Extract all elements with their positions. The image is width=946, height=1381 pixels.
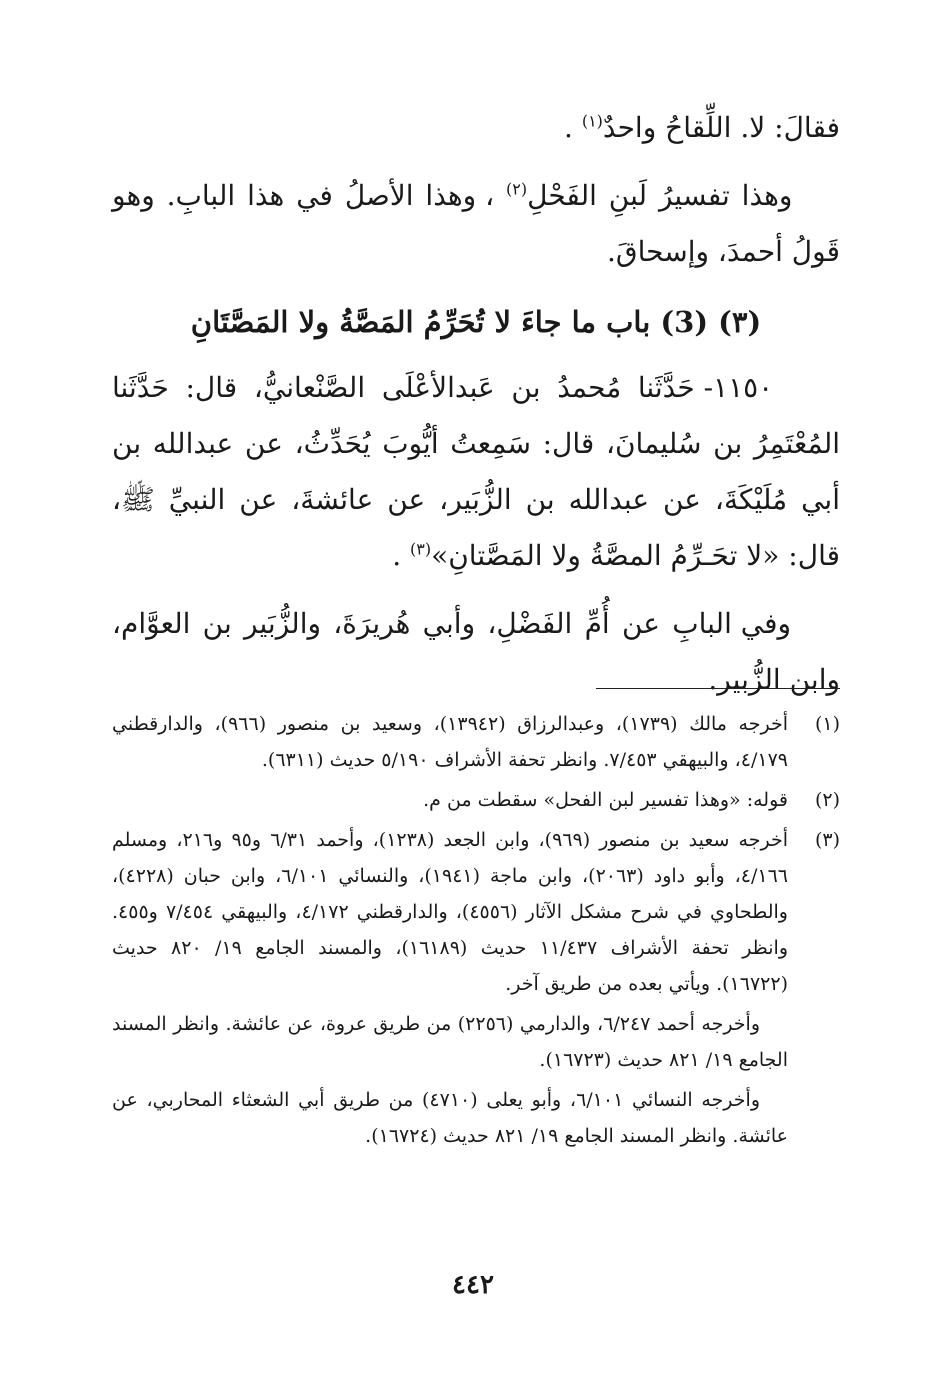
paragraph-4-text: وفي البابِ عن أُمِّ الفَضْلِ، وأبي هُريرَةَ، والزُّبَير بن العوَّام، وابن الزُّبير. — [112, 607, 840, 696]
hadith-end: . — [392, 539, 402, 572]
hadith-paragraph — [112, 360, 840, 584]
footnote-3 — [112, 822, 840, 1002]
paragraph-2 — [112, 168, 840, 280]
paragraph-2-part-b: ، وهذا الأصلُ في هذا البابِ. وهو قَولُ أحمدَ، وإسحاقَ. — [112, 179, 840, 268]
paragraph-2-part-a: وهذا تفسيرُ لَبنِ الفَحْلِ — [527, 179, 793, 212]
page-number: ٤٤٢ — [452, 1270, 494, 1300]
footnote-number: (٣) — [814, 829, 840, 851]
footnote-number: (٢) — [814, 789, 840, 811]
footnote-ref-2[interactable]: (٢) — [506, 179, 528, 199]
footnote-ref-1[interactable]: (١) — [581, 111, 603, 131]
footnote-3-continuation-1: وأخرجه أحمد ٦/٢٤٧، والدارمي (٢٢٥٦) من طريق عروة، عن عائشة. وانظر المسند الجامع ١٩/ ٨٢١ حديث (١٦٧٢٣). — [112, 1013, 788, 1071]
footnote-text: أخرجه مالك (١٧٣٩)، وعبدالرزاق (١٣٩٤٢)، وسعيد بن منصور (٩٦٦)، والدارقطني ٤/١٧٩، والبيهقي ٧/٤٥٣. وانظر تحفة الأشراف ٥/١٩٠ حديث (٦٣١١). — [112, 713, 788, 771]
footnote-2 — [112, 782, 840, 818]
footnote-ref-3[interactable]: (٣) — [410, 539, 432, 559]
footnote-text: قوله: «وهذا تفسير لبن الفحل» سقطت من م. — [423, 789, 788, 811]
main-text — [112, 100, 840, 708]
footnote-text: أخرجه سعيد بن منصور (٩٦٩)، وابن الجعد (١٢٣٨)، وأحمد ٦/٣١ و٩٥ و٢١٦، ومسلم ٤/١٦٦، وأبو داود (٢٠٦٣)، وابن ماجة (١٩٤١)، والنسائي ٦/١٠١، وابن حبان (٤٢٢٨)، والطحاوي في شرح مشكل الآثار (٤٥٥٦)، والدارقطني ٤/١٧٢، والبيهقي ٧/٤٥٤ و٤٥٥. وانظر تحفة الأشراف ١١/٤٣٧ حديث (١٦١٨٩)، والمسند الجامع ١٩/ ٨٢٠ حديث (١٦٧٢٢). ويأتي بعده من طريق آخر. — [112, 829, 789, 995]
footnote-divider — [596, 688, 840, 689]
footnotes — [112, 706, 840, 1158]
chapter-heading: (٣) (3) باب ما جاءَ لا تُحَرِّمُ المَصَّةُ ولا المَصَّتَانِ — [190, 305, 762, 339]
footnote-number: (١) — [814, 713, 840, 735]
paragraph-4 — [112, 596, 840, 708]
footnote-1 — [112, 706, 840, 778]
footnote-3-continuation-2: وأخرجه النسائي ٦/١٠١، وأبو يعلى (٤٧١٠) من طريق أبي الشعثاء المحاربي، عن عائشة. وانظر المسند الجامع ١٩/ ٨٢١ حديث (١٦٧٢٤). — [112, 1089, 788, 1147]
line-1-end: . — [564, 111, 573, 144]
line-1-text: فقالَ: لا. اللِّقاحُ واحدٌ — [602, 111, 840, 144]
paragraph-1 — [112, 100, 840, 156]
hadith-text: ١١٥٠- حَدَّثَنا مُحمدُ بن عَبدالأعْلَى الصَّنْعانيُّ، قال: حَدَّثَنا المُعْتَمِرُ بن سُليمانَ، قال: سَمِعتُ أيُّوبَ يُحَدِّثُ، عن عبدالله بن أبي مُلَيْكَةَ، عن عبدالله بن الزُّبَير، عن عائشةَ، عن النبيِّ ﷺ، قال: «لا تحَـرِّمُ المصَّةُ ولا المَصَّتانِ» — [112, 371, 840, 572]
